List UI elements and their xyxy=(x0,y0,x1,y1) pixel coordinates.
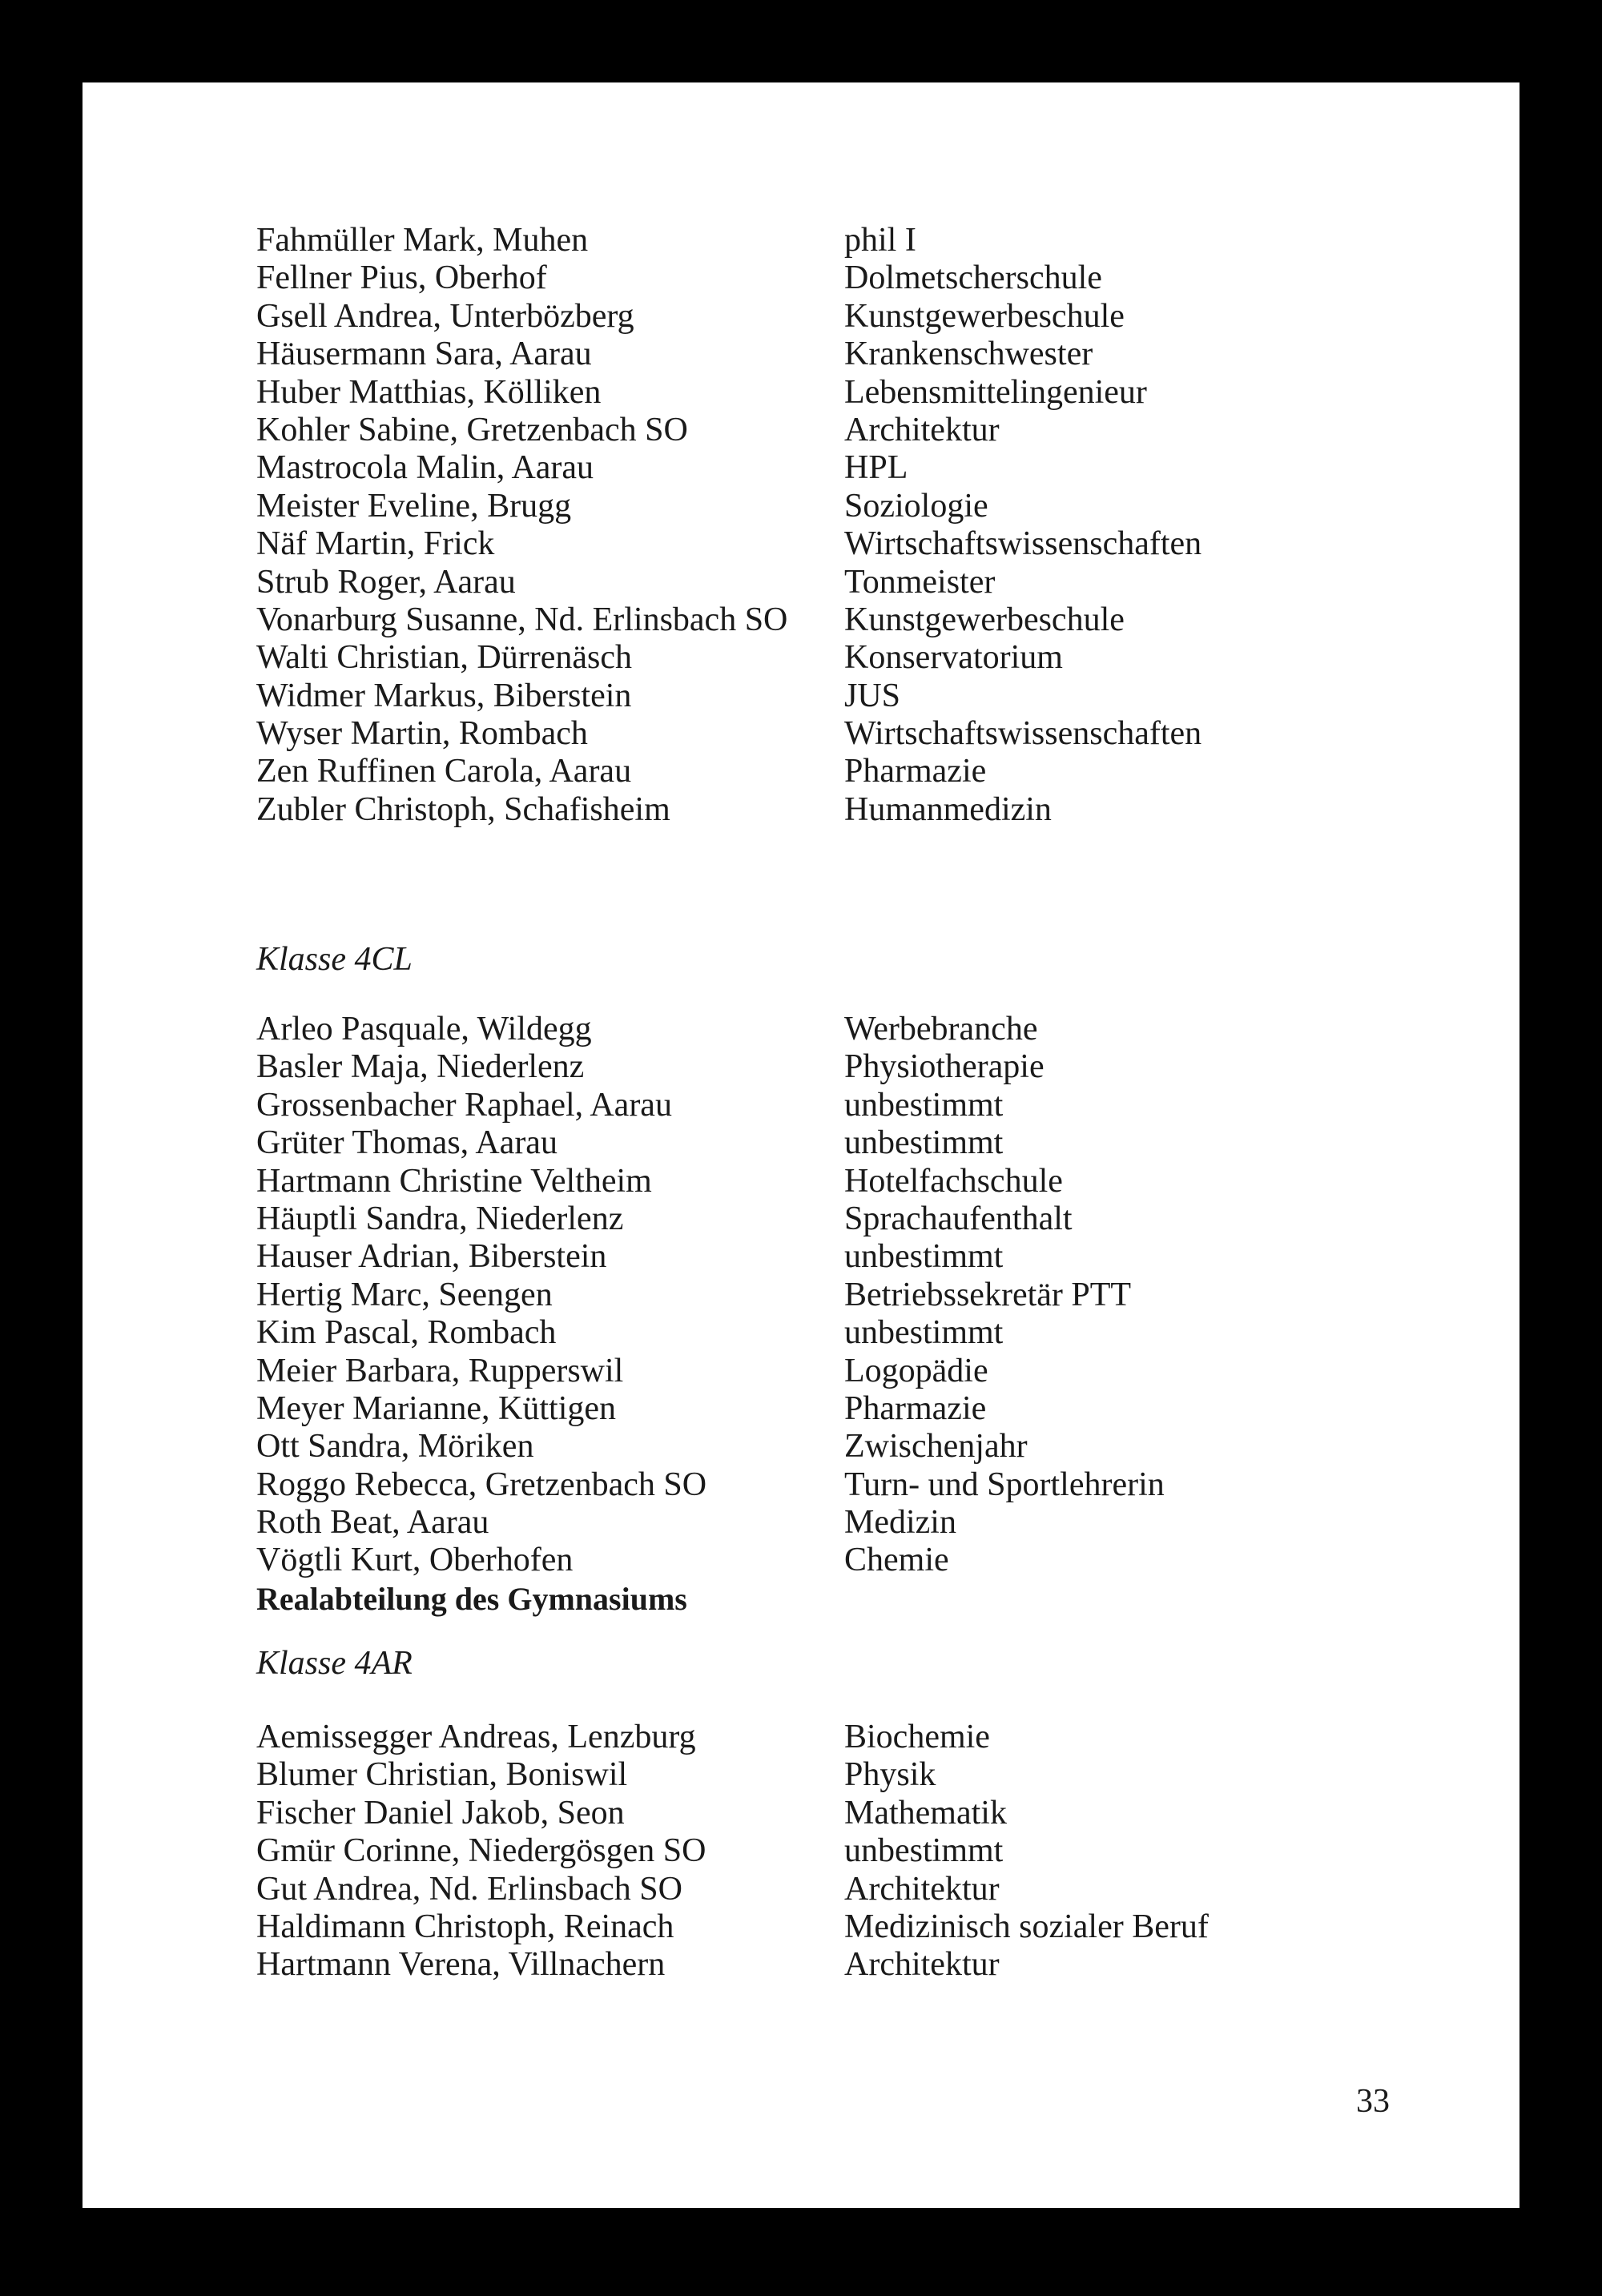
student-name: Näf Martin, Frick xyxy=(256,525,495,563)
study-field: Lebensmittelingenieur xyxy=(844,373,1147,411)
table-row xyxy=(256,222,1378,259)
table-row xyxy=(256,1832,1378,1870)
top-student-list xyxy=(256,222,1378,829)
student-name: Meyer Marianne, Küttigen xyxy=(256,1389,617,1427)
table-row xyxy=(256,1314,1378,1352)
study-field: HPL xyxy=(844,449,908,487)
study-field: Turn- und Sportlehrerin xyxy=(844,1466,1165,1503)
student-name: Grossenbacher Raphael, Aarau xyxy=(256,1086,672,1124)
study-field: Zwischenjahr xyxy=(844,1428,1028,1466)
study-field: Medizinisch sozialer Beruf xyxy=(844,1908,1209,1945)
study-field: unbestimmt xyxy=(844,1238,1004,1276)
table-row xyxy=(256,678,1378,715)
study-field: Soziologie xyxy=(844,487,988,525)
study-field: Sprachaufenthalt xyxy=(844,1200,1073,1237)
study-field: Physiotherapie xyxy=(844,1048,1045,1086)
student-name: Mastrocola Malin, Aarau xyxy=(256,449,594,487)
table-row xyxy=(256,1163,1378,1200)
table-row xyxy=(256,1946,1378,1984)
table-row xyxy=(256,1238,1378,1276)
table-row xyxy=(256,525,1378,563)
student-name: Gmür Corinne, Niedergösgen SO xyxy=(256,1832,706,1870)
student-rows xyxy=(256,1719,1378,1984)
table-row xyxy=(256,1756,1378,1794)
study-field: unbestimmt xyxy=(844,1314,1004,1352)
table-row xyxy=(256,412,1378,449)
table-row xyxy=(256,1277,1378,1314)
table-row xyxy=(256,1908,1378,1946)
table-row xyxy=(256,1087,1378,1124)
student-name: Huber Matthias, Kölliken xyxy=(256,373,602,411)
study-field: Wirtschaftswissenschaften xyxy=(844,715,1202,753)
student-name: Meister Eveline, Brugg xyxy=(256,487,572,525)
study-field: Mathematik xyxy=(844,1794,1007,1832)
table-row xyxy=(256,1200,1378,1238)
student-rows xyxy=(256,222,1378,829)
student-name: Fahmüller Mark, Muhen xyxy=(256,222,589,259)
student-name: Basler Maja, Niederlenz xyxy=(256,1048,585,1086)
study-field: Werbebranche xyxy=(844,1011,1038,1047)
study-field: Chemie xyxy=(844,1542,949,1579)
table-row xyxy=(256,715,1378,753)
student-name: Ott Sandra, Möriken xyxy=(256,1428,534,1466)
study-field: Krankenschwester xyxy=(844,336,1093,373)
student-name: Kim Pascal, Rombach xyxy=(256,1314,557,1352)
student-name: Vonarburg Susanne, Nd. Erlinsbach SO xyxy=(256,601,788,638)
table-row xyxy=(256,1466,1378,1504)
study-field: Konservatorium xyxy=(844,639,1063,677)
table-row xyxy=(256,488,1378,525)
table-row xyxy=(256,639,1378,677)
student-name: Aemissegger Andreas, Lenzburg xyxy=(256,1719,696,1755)
student-name: Roggo Rebecca, Gretzenbach SO xyxy=(256,1466,707,1503)
class-4ar-section xyxy=(256,1645,1378,1984)
study-field: Pharmazie xyxy=(844,753,987,790)
student-name: Gut Andrea, Nd. Erlinsbach SO xyxy=(256,1870,682,1908)
student-name: Arleo Pasquale, Wildegg xyxy=(256,1011,592,1047)
table-row xyxy=(256,1124,1378,1162)
table-row xyxy=(256,1428,1378,1466)
table-row xyxy=(256,753,1378,790)
study-field: unbestimmt xyxy=(844,1832,1004,1870)
study-field: Kunstgewerbeschule xyxy=(844,297,1125,335)
study-field: Physik xyxy=(844,1756,936,1794)
student-name: Zubler Christoph, Schafisheim xyxy=(256,790,670,828)
table-row xyxy=(256,601,1378,639)
study-field: Logopädie xyxy=(844,1352,988,1389)
student-name: Hartmann Christine Veltheim xyxy=(256,1162,652,1200)
table-row xyxy=(256,298,1378,336)
student-name: Wyser Martin, Rombach xyxy=(256,715,588,753)
table-row xyxy=(256,1795,1378,1832)
table-row xyxy=(256,791,1378,829)
student-name: Hertig Marc, Seengen xyxy=(256,1276,553,1313)
study-field: Medizin xyxy=(844,1504,956,1542)
study-field: Biochemie xyxy=(844,1719,990,1755)
student-name: Häusermann Sara, Aarau xyxy=(256,336,592,373)
student-name: Kohler Sabine, Gretzenbach SO xyxy=(256,411,688,448)
study-field: Wirtschaftswissenschaften xyxy=(844,525,1202,563)
student-name: Meier Barbara, Rupperswil xyxy=(256,1352,624,1389)
study-field: Architektur xyxy=(844,1870,1000,1908)
student-name: Roth Beat, Aarau xyxy=(256,1504,489,1542)
table-row xyxy=(256,1390,1378,1428)
student-name: Haldimann Christoph, Reinach xyxy=(256,1908,674,1945)
study-field: Architektur xyxy=(844,1946,1000,1984)
table-row xyxy=(256,1353,1378,1390)
student-name: Blumer Christian, Boniswil xyxy=(256,1756,628,1794)
study-field: Kunstgewerbeschule xyxy=(844,601,1125,638)
study-field: Hotelfachschule xyxy=(844,1162,1063,1200)
student-name: Widmer Markus, Biberstein xyxy=(256,677,632,714)
study-field: Architektur xyxy=(844,411,1000,448)
study-field: phil I xyxy=(844,222,916,259)
student-name: Zen Ruffinen Carola, Aarau xyxy=(256,753,632,790)
table-row xyxy=(256,259,1378,297)
document-page xyxy=(83,82,1519,2208)
student-name: Fischer Daniel Jakob, Seon xyxy=(256,1794,625,1832)
study-field: unbestimmt xyxy=(844,1086,1004,1124)
study-field: unbestimmt xyxy=(844,1124,1004,1162)
student-rows xyxy=(256,1011,1378,1580)
student-name: Gsell Andrea, Unterbözberg xyxy=(256,297,634,335)
student-name: Hartmann Verena, Villnachern xyxy=(256,1946,666,1984)
class-4cl-section xyxy=(256,941,1378,1580)
department-heading: Realabteilung des Gymnasiums xyxy=(256,1581,687,1617)
student-name: Strub Roger, Aarau xyxy=(256,563,516,601)
study-field: JUS xyxy=(844,677,901,714)
table-row xyxy=(256,564,1378,601)
table-row xyxy=(256,1719,1378,1756)
table-row xyxy=(256,449,1378,487)
table-row xyxy=(256,336,1378,373)
table-row xyxy=(256,1011,1378,1048)
class-heading: Klasse 4AR xyxy=(256,1645,413,1682)
study-field: Pharmazie xyxy=(844,1389,987,1427)
student-name: Grüter Thomas, Aarau xyxy=(256,1124,557,1162)
department-section xyxy=(256,1580,1378,1618)
student-name: Häuptli Sandra, Niederlenz xyxy=(256,1200,624,1237)
study-field: Humanmedizin xyxy=(844,790,1052,828)
table-row xyxy=(256,1871,1378,1908)
study-field: Betriebssekretär PTT xyxy=(844,1276,1132,1313)
study-field: Tonmeister xyxy=(844,563,996,601)
student-name: Vögtli Kurt, Oberhofen xyxy=(256,1542,574,1579)
study-field: Dolmetscherschule xyxy=(844,259,1102,297)
student-name: Hauser Adrian, Biberstein xyxy=(256,1238,607,1276)
table-row xyxy=(256,1504,1378,1542)
page-number: 33 xyxy=(1356,2083,1390,2120)
student-name: Walti Christian, Dürrenäsch xyxy=(256,639,632,677)
table-row xyxy=(256,1542,1378,1579)
table-row xyxy=(256,374,1378,412)
student-name: Fellner Pius, Oberhof xyxy=(256,259,547,297)
class-heading: Klasse 4CL xyxy=(256,941,413,978)
table-row xyxy=(256,1048,1378,1086)
